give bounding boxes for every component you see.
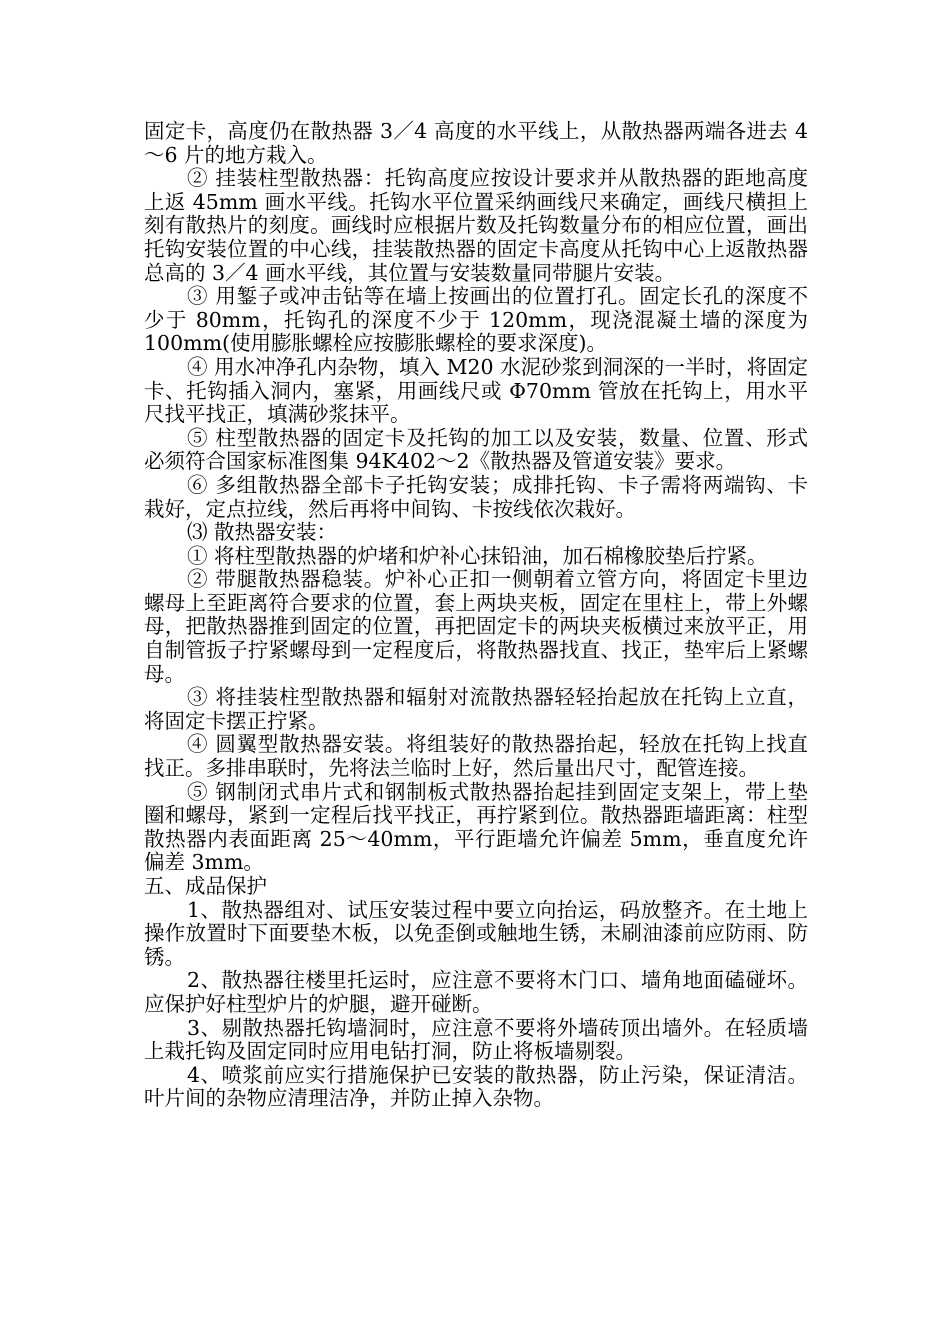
paragraph-legged-radiator: ② 带腿散热器稳装。炉补心正扣一侧朝着立管方向，将固定卡里边螺母上至距离符合要求的位置，套上两块夹板，固定在里柱上，带上外螺母，把散热器推到固定的位置，再把固定卡的两块夹板横过来放平正，用自制管扳子拧紧螺母到一定程度后，将散热器找直、找正，垫牢后上紧螺母。	[144, 567, 808, 686]
section-heading-radiator-install: ⑶ 散热器安装：	[187, 520, 338, 545]
paragraph-drilling: ③ 用錾子或冲击钻等在墙上按画出的位置打孔。固定长孔的深度不少于 80mm，托钩孔的深度不少于 120mm，现浇混凝土墙的深度为 100mm(使用膨胀螺栓应按膨胀螺栓的要求深度)。	[144, 284, 808, 356]
section-heading-protection: 五、成品保护	[144, 874, 267, 898]
paragraph-continuation: 固定卡，高度仍在散热器 3／4 高度的水平线上，从散热器两端各进去 4～6 片的地方栽入。	[144, 119, 808, 167]
paragraph-protection-3: 3、剔散热器托钩墙洞时，应注意不要将外墙砖顶出墙外。在轻质墙上栽托钩及固定同时应用电钻打洞，防止将板墙剔裂。	[144, 1015, 808, 1064]
paragraph-protection-2: 2、散热器往楼里托运时，应注意不要将木门口、墙角地面磕碰坏。应保护好柱型炉片的炉腿，避开碰断。	[144, 968, 808, 1016]
paragraph-protection-1: 1、散热器组对、试压安装过程中要立向抬运，码放整齐。在土地上操作放置时下面要垫木板，以免歪倒或触地生锈，未刷油漆前应防雨、防锈。	[144, 897, 808, 969]
paragraph-finned-radiator: ④ 圆翼型散热器安装。将组装好的散热器抬起，轻放在托钩上找直找正。多排串联时，先将法兰临时上好，然后量出尺寸，配管连接。	[144, 732, 808, 781]
paragraph-protection-4: 4、喷浆前应实行措施保护已安装的散热器，防止污染，保证清洁。叶片间的杂物应清理洁净，并防止掉入杂物。	[144, 1062, 808, 1111]
paragraph-multi-group: ⑥ 多组散热器全部卡子托钩安装；成排托钩、卡子需将两端钩、卡栽好，定点拉线，然后再将中间钩、卡按线依次栽好。	[144, 472, 808, 521]
document-page	[144, 120, 808, 1111]
paragraph-standard: ⑤ 柱型散热器的固定卡及托钩的加工以及安装，数量、位置、形式必须符合国家标准图集 94K402～2《散热器及管道安装》要求。	[144, 425, 808, 474]
paragraph-hanging-install: ③ 将挂装柱型散热器和辐射对流散热器轻轻抬起放在托钩上立直，将固定卡摆正拧紧。	[144, 685, 808, 733]
paragraph-steel-radiator: ⑤ 钢制闭式串片式和钢制板式散热器抬起挂到固定支架上，带上垫圈和螺母，紧到一定程后找平找正，再拧紧到位。散热器距墙距离：柱型散热器内表面距离 25～40mm，平行距墙允许偏差 5mm，垂直度允许偏差 3mm。	[144, 779, 808, 875]
paragraph-plug-seal: ① 将柱型散热器的炉堵和炉补心抹铅油，加石棉橡胶垫后拧紧。	[187, 543, 768, 568]
paragraph-mortar-fill: ④ 用水冲净孔内杂物，填入 M20 水泥砂浆到洞深的一半时，将固定卡、托钩插入洞内，塞紧，用画线尺或 Φ70mm 管放在托钩上，用水平尺找平找正，填满砂浆抹平。	[144, 354, 808, 427]
paragraph-hanging-radiator: ② 挂装柱型散热器：托钩高度应按设计要求并从散热器的距地高度上返 45mm 画水平线。托钩水平位置采纳画线尺来确定，画线尺横担上刻有散热片的刻度。画线时应根据片数及托钩数量分布的相应位置，画出托钩安装位置的中心线，挂装散热器的固定卡高度从托钩中心上返散热器总高的 3／4 画水平线，其位置与安装数量同带腿片安装。	[144, 166, 808, 285]
